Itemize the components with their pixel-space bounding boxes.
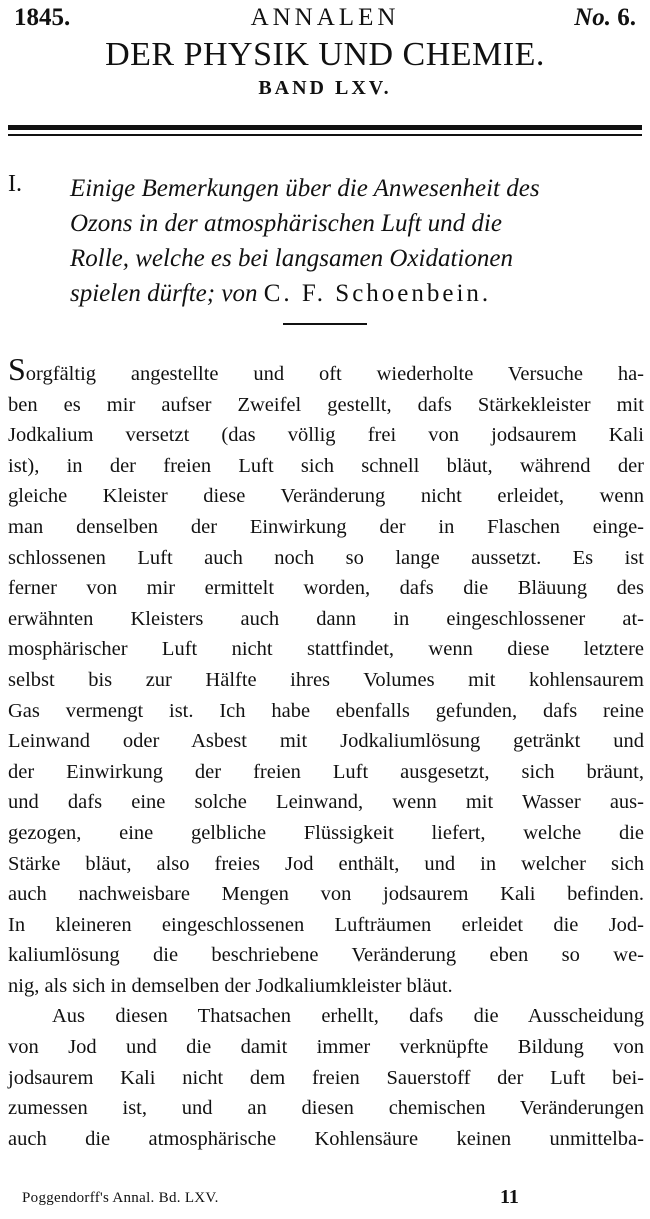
body-line: auch die atmosphärische Kohlensäure keinen unmittelba-	[8, 1127, 644, 1150]
number-mark: No.	[574, 4, 611, 31]
body-line-text: orgfältig angestellte und oft wiederholte Versuche ha-	[25, 363, 644, 385]
body-line: gezogen, eine gelbliche Flüssigkeit liefert, welche die	[8, 821, 644, 844]
header-issue-number	[574, 4, 636, 32]
header-rule-thick	[8, 125, 642, 130]
body-line: kaliumlösung die beschriebene Veränderung eben so we-	[8, 944, 644, 967]
body-line: gleiche Kleister diese Veränderung nicht erleidet, wenn	[8, 485, 644, 508]
author-prefix: von	[221, 280, 258, 307]
body-line: selbst bis zur Hälfte ihres Volumes mit kohlensaurem	[8, 668, 644, 691]
header-journal: ANNALEN	[250, 4, 400, 31]
footer-signature: Poggendorff's Annal. Bd. LXV.	[22, 1190, 219, 1206]
body-line: In kleineren eingeschlossenen Lufträumen erleidet die Jod-	[8, 913, 644, 936]
body-line: ben es mir aufser Zweifel gestellt, dafs Stärkekleister mit	[8, 393, 644, 416]
article-title	[70, 171, 642, 311]
body-line: von Jod und die damit immer verknüpfte Bildung von	[8, 1036, 644, 1059]
title-divider	[283, 323, 367, 325]
article-body	[8, 351, 644, 1154]
body-line: Stärke bläut, also freies Jod enthält, und in welcher sich	[8, 852, 644, 875]
body-line: jodsaurem Kali nicht dem freien Sauerstoff der Luft bei-	[8, 1066, 644, 1089]
body-line: Leinwand oder Asbest mit Jodkaliumlösung getränkt und	[8, 730, 644, 753]
body-line: ferner von mir ermittelt worden, dafs die Bläuung des	[8, 577, 644, 600]
drop-cap: S	[8, 351, 26, 387]
body-line: schlossenen Luft auch noch so lange aussetzt. Es ist	[8, 546, 644, 569]
title-line: Ozons in der atmosphärischen Luft und die	[70, 210, 502, 237]
title-line: spielen dürfte;	[70, 280, 216, 307]
body-line: Jodkalium versetzt (das völlig frei von jodsaurem Kali	[8, 424, 644, 447]
body-line: Gas vermengt ist. Ich habe ebenfalls gefunden, dafs reine	[8, 699, 644, 722]
footer-sheet-mark: 11	[500, 1186, 519, 1208]
article-number: I.	[8, 171, 22, 197]
author-name: C. F. Schoenbein.	[263, 280, 492, 307]
body-line: und dafs eine solche Leinwand, wenn mit Wasser aus-	[8, 791, 644, 814]
body-line: auch nachweisbare Mengen von jodsaurem Kali befinden.	[8, 883, 644, 906]
body-line: erwähnten Kleisters auch dann in eingeschlossener at-	[8, 607, 644, 630]
running-header	[14, 4, 636, 34]
body-line: nig, als sich in demselben der Jodkaliumkleister bläut.	[8, 974, 453, 997]
volume-label: BAND LXV.	[258, 77, 392, 99]
body-line: der Einwirkung der freien Luft ausgesetzt, sich bräunt,	[8, 760, 644, 783]
journal-title: DER PHYSIK UND CHEMIE.	[105, 36, 545, 73]
body-line: mosphärischer Luft nicht stattfindet, wenn diese letztere	[8, 638, 644, 661]
header-rule-thin	[8, 134, 642, 136]
header-year: 1845.	[14, 4, 71, 31]
body-line: ist), in der freien Luft sich schnell bläut, während der	[8, 454, 644, 477]
body-line: zumessen ist, und an diesen chemischen Veränderungen	[8, 1097, 644, 1120]
title-line: Einige Bemerkungen über die Anwesenheit des	[70, 175, 540, 202]
title-line: Rolle, welche es bei langsamen Oxidationen	[70, 245, 513, 272]
title-line-with-author	[70, 276, 642, 311]
body-line: Aus diesen Thatsachen erhellt, dafs die Ausscheidung	[52, 1005, 644, 1028]
body-line	[8, 351, 644, 390]
body-line: man denselben der Einwirkung der in Flaschen einge-	[8, 515, 644, 538]
issue-number: 6.	[617, 4, 636, 31]
